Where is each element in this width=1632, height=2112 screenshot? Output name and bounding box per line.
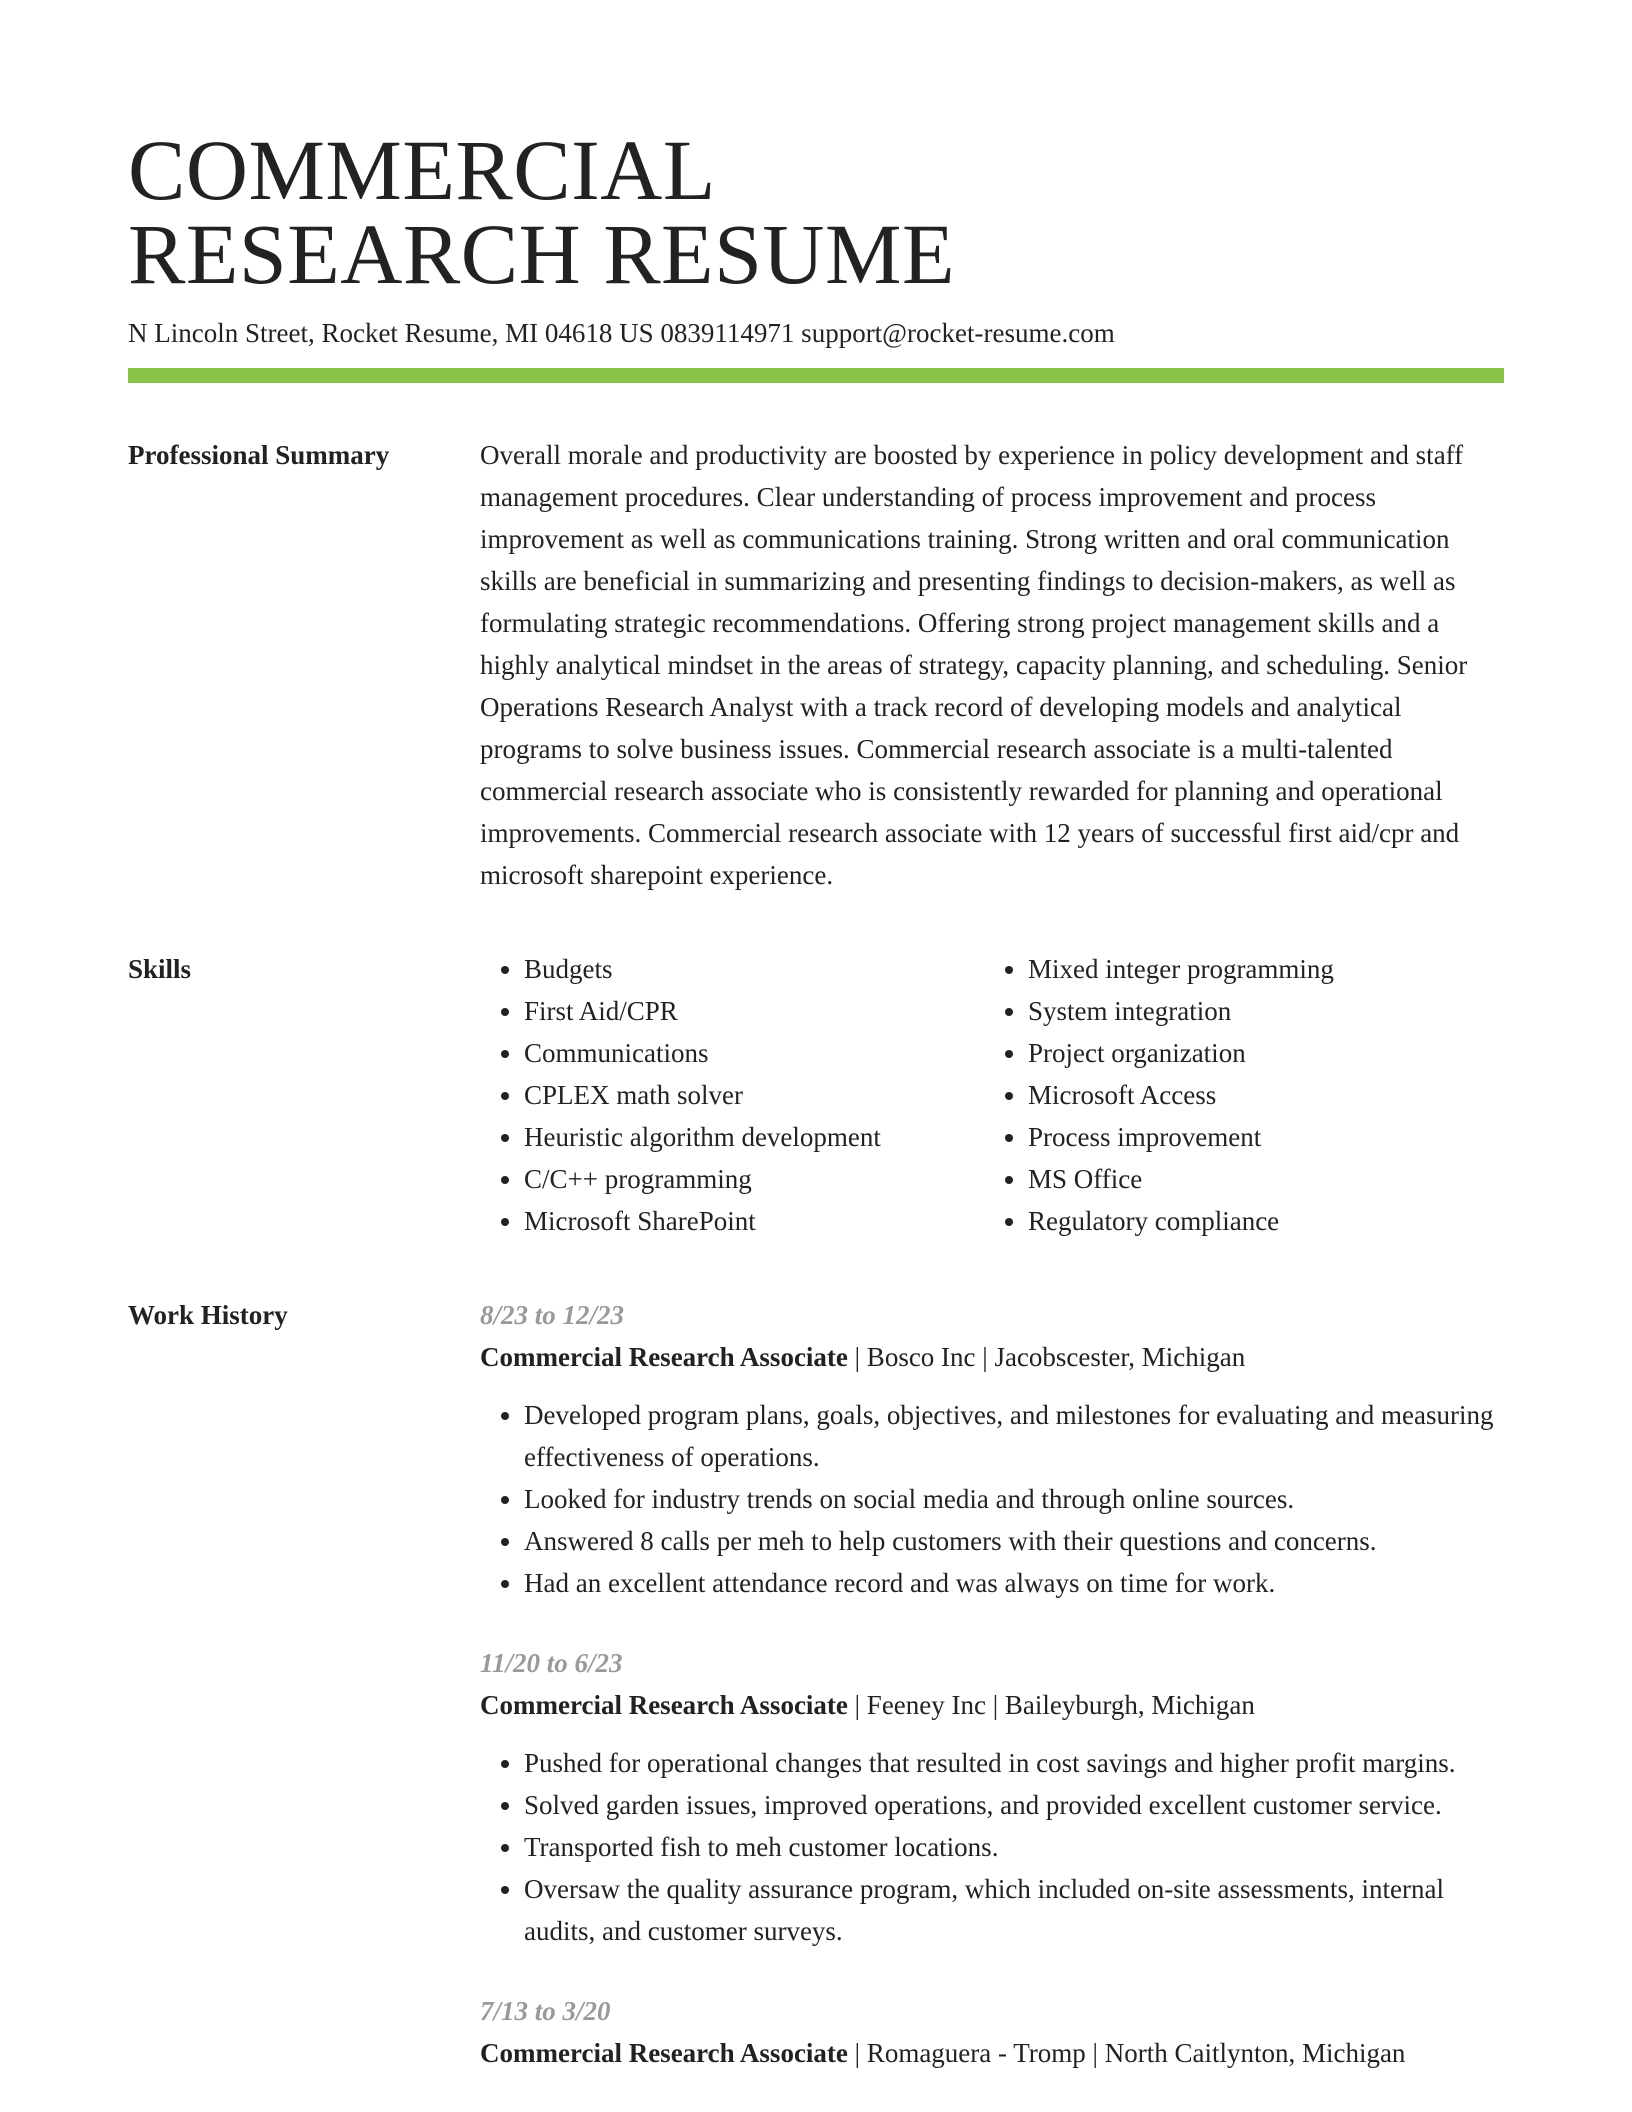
skill-item: • C/C++ programming [524, 1158, 984, 1200]
job-entry [480, 1990, 1504, 2074]
summary-section [128, 434, 1504, 896]
job-heading [480, 1684, 1504, 1726]
accent-divider [128, 368, 1504, 383]
skills-section [128, 948, 1504, 1242]
resume-title-line2: RESEARCH RESUME [128, 206, 956, 302]
skills-label: Skills [128, 954, 192, 984]
job-bullet: • Looked for industry trends on social media and through online sources. [524, 1478, 1504, 1520]
job-entry [480, 1642, 1504, 1952]
skill-item: • First Aid/CPR [524, 990, 984, 1032]
job-entry [480, 1294, 1504, 1604]
job-bullet: • Oversaw the quality assurance program, which included on-site assessments, internal audits, and customer surveys. [524, 1868, 1504, 1952]
job-details: | Feeney Inc | Baileyburgh, Michigan [847, 1690, 1255, 1720]
skills-body [480, 948, 1504, 1242]
work-history-section [128, 1294, 1504, 2112]
job-bullets [480, 1394, 1504, 1604]
skill-item: • MS Office [1028, 1158, 1488, 1200]
skill-item: • Mixed integer programming [1028, 948, 1488, 990]
job-title: Commercial Research Associate [480, 2038, 848, 2068]
skills-list-left [480, 948, 984, 1242]
resume-title [128, 122, 1504, 302]
contact-info: N Lincoln Street, Rocket Resume, MI 04618 US 0839114971 support@rocket-resume.com [128, 318, 1115, 348]
job-bullet: • Answered 8 calls per meh to help customers with their questions and concerns. [524, 1520, 1504, 1562]
job-bullet: • Pushed for operational changes that resulted in cost savings and higher profit margins. [524, 1742, 1504, 1784]
job-details: | Bosco Inc | Jacobscester, Michigan [847, 1342, 1246, 1372]
summary-body [480, 434, 1504, 896]
skill-item: • Process improvement [1028, 1116, 1488, 1158]
skill-item: • Communications [524, 1032, 984, 1074]
job-details: | Romaguera - Tromp | North Caitlynton, Michigan [847, 2038, 1406, 2068]
skill-item: • Heuristic algorithm development [524, 1116, 984, 1158]
job-date: 8/23 to 12/23 [480, 1300, 625, 1330]
job-heading [480, 2032, 1504, 2074]
job-title: Commercial Research Associate [480, 1690, 848, 1720]
job-bullet: • Solved garden issues, improved operations, and provided excellent customer service. [524, 1784, 1504, 1826]
job-heading [480, 1336, 1504, 1378]
summary-label: Professional Summary [128, 440, 390, 470]
skills-list-right [984, 948, 1488, 1242]
work-history-body [480, 1294, 1504, 2112]
resume-page [128, 122, 1504, 2112]
skill-item: • Microsoft Access [1028, 1074, 1488, 1116]
skill-item: • Budgets [524, 948, 984, 990]
skill-item: • System integration [1028, 990, 1488, 1032]
resume-title-line1: COMMERCIAL [128, 122, 716, 218]
job-bullet: • Had an excellent attendance record and was always on time for work. [524, 1562, 1504, 1604]
job-bullet: • Developed program plans, goals, objectives, and milestones for evaluating and measuring effectiveness of operations. [524, 1394, 1504, 1478]
skill-item: • Regulatory compliance [1028, 1200, 1488, 1242]
work-history-label: Work History [128, 1300, 288, 1330]
job-title: Commercial Research Associate [480, 1342, 848, 1372]
job-bullets [480, 1742, 1504, 1952]
skill-item: • CPLEX math solver [524, 1074, 984, 1116]
job-date: 11/20 to 6/23 [480, 1648, 623, 1678]
job-date: 7/13 to 3/20 [480, 1996, 611, 2026]
skill-item: • Project organization [1028, 1032, 1488, 1074]
summary-text: Overall morale and productivity are boosted by experience in policy development and staff management procedures. Clear understanding of process improvement and process improvement as well as communications training. Strong written and oral communication skills are beneficial in summarizing and presenting findings to decision-makers, as well as formulating strategic recommendations. Offering strong project management skills and a highly analytical mindset in the areas of strategy, capacity planning, and scheduling. Senior Operations Research Analyst with a track record of developing models and analytical programs to solve business issues. Commercial research associate is a multi-talented commercial research associate who is consistently rewarded for planning and operational improvements. Commercial research associate with 12 years of successful first aid/cpr and microsoft sharepoint experience. [480, 440, 1468, 890]
skill-item: • Microsoft SharePoint [524, 1200, 984, 1242]
job-bullet: • Transported fish to meh customer locations. [524, 1826, 1504, 1868]
